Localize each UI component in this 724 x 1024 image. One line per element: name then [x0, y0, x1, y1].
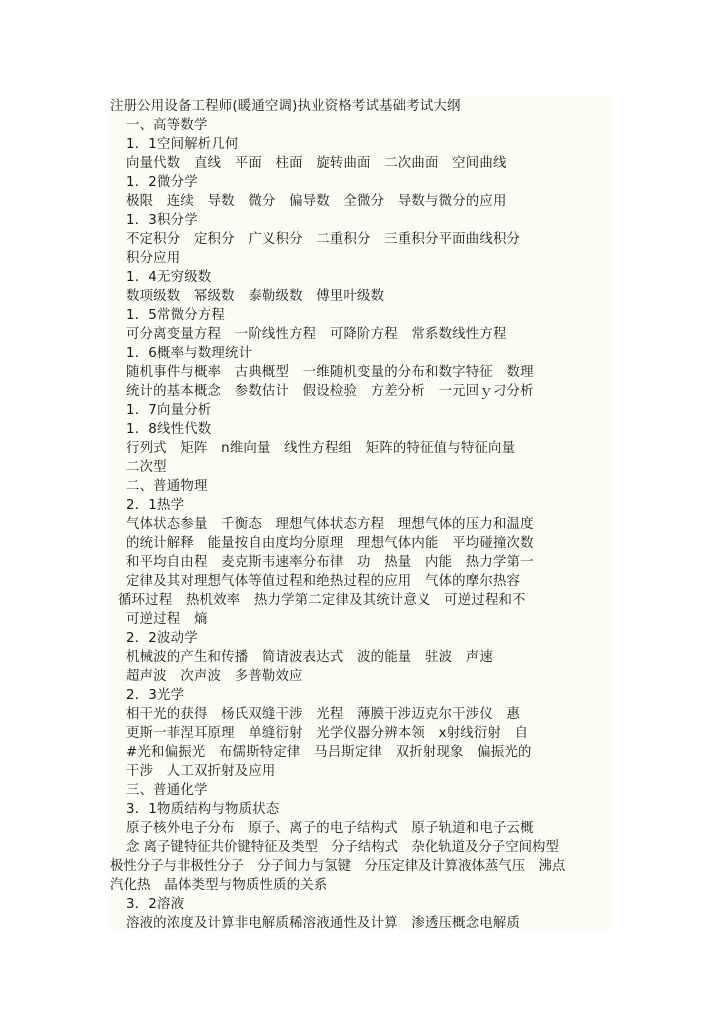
heading-section-2: 二、普通物理	[126, 479, 208, 494]
body-line: 的统计解释 能量按自由度均分原理 理想气体内能 平均碰撞次数	[126, 536, 534, 551]
body-line: 汽化热 晶体类型与物质性质的关系	[110, 878, 328, 893]
body-line: 向量代数 直线 平面 柱面 旋转曲面 二次曲面 空间曲线	[126, 156, 507, 171]
body-line: 机械波的产生和传播 简请波表达式 波的能量 驻波 声速	[126, 650, 493, 665]
body-line: 不定积分 定积分 广义积分 二重积分 三重积分平面曲线积分	[126, 232, 521, 247]
subheading-2-1: 2．1热学	[126, 498, 185, 513]
heading-section-1: 一、高等数学	[126, 118, 208, 133]
body-line: 更斯一菲涅耳原理 单缝衍射 光学仪器分辨本领 x射线衍射 自	[126, 726, 529, 741]
body-line: 可分离变量方程 一阶线性方程 可降阶方程 常系数线性方程	[126, 327, 507, 342]
body-line: 行列式 矩阵 n维向量 线性方程组 矩阵的特征值与特征向量	[126, 441, 516, 456]
body-line: 统计的基本概念 参数估计 假设检验 方差分析 一元回ｙ刁分析	[126, 384, 534, 399]
body-line: 超声波 次声波 多普勒效应	[126, 669, 303, 684]
subheading-1-2: 1．2微分学	[126, 175, 198, 190]
subheading-1-1: 1．1空间解析几何	[126, 137, 239, 152]
body-line: 相干光的获得 杨氏双缝干涉 光程 薄膜干涉迈克尔干涉仪 惠	[126, 707, 521, 722]
subheading-1-6: 1．6概率与数理统计	[126, 346, 253, 361]
body-line: 定律及其对理想气体等值过程和绝热过程的应用 气体的摩尔热容	[126, 574, 521, 589]
subheading-1-5: 1．5常微分方程	[126, 308, 225, 323]
body-line: 原子核外电子分布 原子、离子的电子结构式 原子轨道和电子云概	[126, 821, 534, 836]
body-line: 溶液的浓度及计算非电解质稀溶液通性及计算 渗透压概念电解质	[126, 916, 521, 931]
subheading-3-1: 3．1物质结构与物质状态	[126, 802, 280, 817]
body-line: 积分应用	[126, 251, 181, 266]
body-line: 循环过程 热机效率 热力学第二定律及其统计意义 可逆过程和不	[118, 593, 526, 608]
heading-section-3: 三、普通化学	[126, 783, 208, 798]
body-line: 干涉 人工双折射及应用	[126, 764, 276, 779]
subheading-2-2: 2．2波动学	[126, 631, 198, 646]
subheading-2-3: 2．3光学	[126, 688, 185, 703]
subheading-3-2: 3．2溶液	[126, 897, 185, 912]
body-line: 随机事件与概率 古典概型 一维随机变量的分布和数字特征 数理	[126, 365, 534, 380]
body-line: 可逆过程 熵	[126, 612, 208, 627]
subheading-1-8: 1．8线性代数	[126, 422, 212, 437]
document-title: 注册公用设备工程师(暖通空调)执业资格考试基础考试大纲	[110, 99, 461, 114]
body-line: 和平均自由程 麦克斯韦速率分布律 功 热量 内能 热力学第一	[126, 555, 534, 570]
subheading-1-3: 1．3积分学	[126, 213, 198, 228]
body-line: #光和偏振光 布儒斯特定律 马吕斯定律 双折射现象 偏振光的	[126, 745, 532, 760]
body-line: 极限 连续 导数 微分 偏导数 全微分 导数与微分的应用	[126, 194, 507, 209]
subheading-1-7: 1．7向量分析	[126, 403, 212, 418]
body-line: 念 离子键特征共价键特征及类型 分子结构式 杂化轨道及分子空间构型	[126, 840, 559, 855]
subheading-1-4: 1．4无穷级数	[126, 270, 212, 285]
body-line: 二次型	[126, 460, 167, 475]
body-line: 数项级数 幂级数 泰勒级数 傅里叶级数	[126, 289, 385, 304]
body-line: 气体状态参量 千衡态 理想气体状态方程 理想气体的压力和温度	[126, 517, 534, 532]
body-line: 极性分子与非极性分子 分子间力与氢键 分压定律及计算液体蒸气压 沸点	[110, 859, 566, 874]
